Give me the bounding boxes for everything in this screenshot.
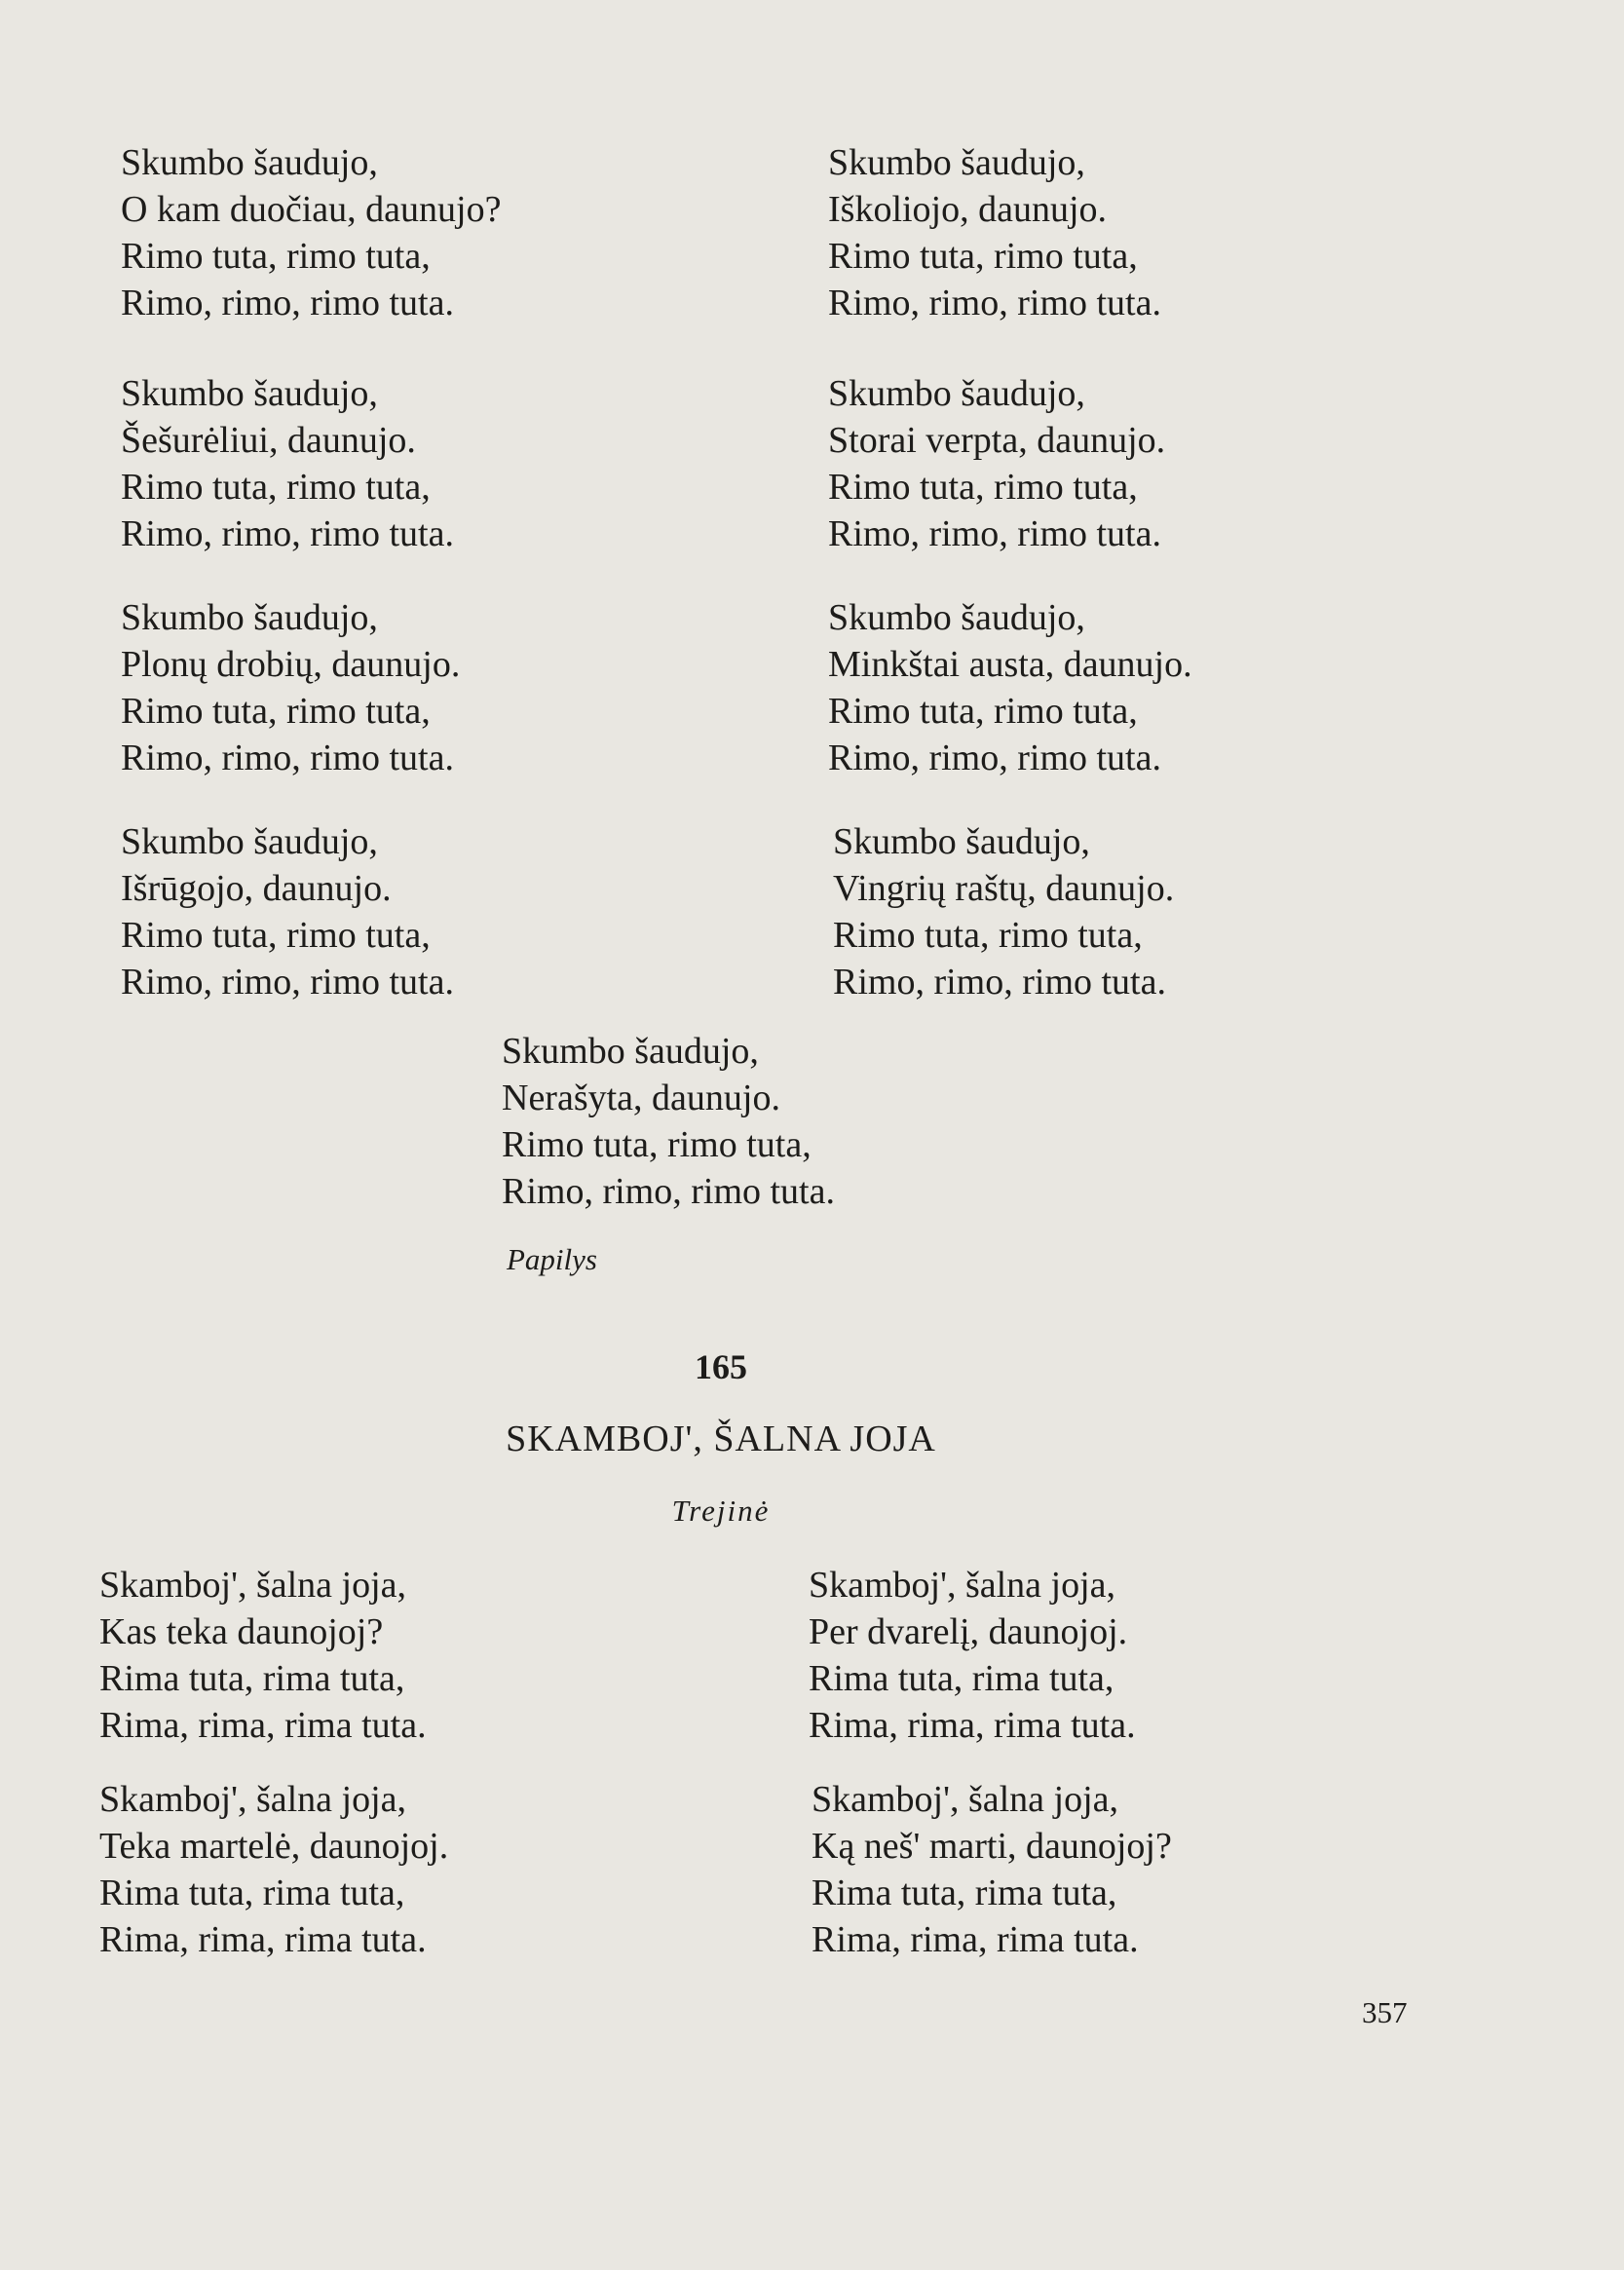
verse-line: Rimo tuta, rimo tuta,	[121, 467, 431, 508]
verse-line: Skumbo šaudujo,	[833, 821, 1090, 862]
stanza	[99, 1562, 427, 1749]
verse-line: Rimo, rimo, rimo tuta.	[121, 738, 454, 778]
stanza	[121, 370, 454, 557]
verse-line: Rimo, rimo, rimo tuta.	[828, 513, 1161, 554]
song-number: 165	[695, 1347, 747, 1386]
verse-line: Vingrių raštų, daunujo.	[833, 868, 1175, 909]
stanza	[833, 818, 1174, 1005]
verse-line: Išrūgojo, daunujo.	[121, 868, 392, 909]
stanza	[121, 139, 501, 326]
verse-line: Rima tuta, rima tuta,	[99, 1658, 405, 1699]
verse-line: Rima tuta, rima tuta,	[809, 1658, 1114, 1699]
verse-line: Skumbo šaudujo,	[828, 373, 1085, 414]
page-number: 357	[1362, 1995, 1408, 2029]
verse-line: Rima, rima, rima tuta.	[809, 1705, 1136, 1746]
verse-line: Skamboj', šalna joja,	[99, 1779, 407, 1820]
verse-line: Rimo tuta, rimo tuta,	[502, 1124, 812, 1165]
verse-line: Rima, rima, rima tuta.	[812, 1919, 1139, 1960]
verse-line: Kas teka daunojoj?	[99, 1611, 384, 1652]
verse-line: Skumbo šaudujo,	[121, 597, 378, 638]
verse-line: Per dvarelį, daunojoj.	[809, 1611, 1128, 1652]
verse-line: Rimo tuta, rimo tuta,	[121, 915, 431, 956]
stanza	[99, 1776, 448, 1963]
verse-line: Rima, rima, rima tuta.	[99, 1705, 427, 1746]
verse-line: Rima, rima, rima tuta.	[99, 1919, 427, 1960]
stanza	[502, 1028, 835, 1215]
verse-line: Iškoliojo, daunujo.	[828, 189, 1108, 230]
verse-line: Skamboj', šalna joja,	[99, 1565, 407, 1606]
verse-line: Teka martelė, daunojoj.	[99, 1826, 449, 1867]
verse-line: Rimo tuta, rimo tuta,	[828, 691, 1138, 732]
stanza	[828, 594, 1192, 781]
stanza	[812, 1776, 1172, 1963]
verse-line: Skumbo šaudujo,	[121, 821, 378, 862]
verse-line: Rimo tuta, rimo tuta,	[121, 691, 431, 732]
place-label: Papilys	[507, 1242, 597, 1276]
verse-line: Skumbo šaudujo,	[828, 142, 1085, 183]
verse-line: O kam duočiau, daunujo?	[121, 189, 502, 230]
song-title: SKAMBOJ', ŠALNA JOJA	[506, 1419, 936, 1459]
stanza	[121, 594, 460, 781]
verse-line: Nerašyta, daunujo.	[502, 1078, 780, 1118]
stanza	[828, 139, 1161, 326]
verse-line: Skamboj', šalna joja,	[812, 1779, 1119, 1820]
verse-line: Rimo, rimo, rimo tuta.	[121, 513, 454, 554]
verse-line: Rimo, rimo, rimo tuta.	[828, 283, 1161, 323]
verse-line: Šešurėliui, daunujo.	[121, 420, 416, 461]
verse-line: Rimo, rimo, rimo tuta.	[502, 1171, 835, 1212]
verse-line: Skumbo šaudujo,	[502, 1031, 759, 1072]
verse-line: Rimo, rimo, rimo tuta.	[828, 738, 1161, 778]
verse-line: Rima tuta, rima tuta,	[812, 1873, 1117, 1913]
verse-line: Rima tuta, rima tuta,	[99, 1873, 405, 1913]
stanza	[809, 1562, 1136, 1749]
verse-line: Plonų drobių, daunujo.	[121, 644, 461, 685]
verse-line: Rimo tuta, rimo tuta,	[828, 467, 1138, 508]
verse-line: Rimo, rimo, rimo tuta.	[121, 962, 454, 1003]
verse-line: Rimo tuta, rimo tuta,	[833, 915, 1143, 956]
verse-line: Rimo, rimo, rimo tuta.	[833, 962, 1166, 1003]
verse-line: Skumbo šaudujo,	[121, 142, 378, 183]
verse-line: Skumbo šaudujo,	[121, 373, 378, 414]
verse-line: Minkštai austa, daunujo.	[828, 644, 1192, 685]
song-subtitle: Trejinė	[671, 1494, 771, 1528]
verse-line: Skamboj', šalna joja,	[809, 1565, 1116, 1606]
verse-line: Skumbo šaudujo,	[828, 597, 1085, 638]
verse-line: Ką neš' marti, daunojoj?	[812, 1826, 1172, 1867]
stanza	[121, 818, 454, 1005]
stanza	[828, 370, 1165, 557]
verse-line: Rimo tuta, rimo tuta,	[828, 236, 1138, 277]
verse-line: Rimo, rimo, rimo tuta.	[121, 283, 454, 323]
verse-line: Storai verpta, daunujo.	[828, 420, 1166, 461]
verse-line: Rimo tuta, rimo tuta,	[121, 236, 431, 277]
